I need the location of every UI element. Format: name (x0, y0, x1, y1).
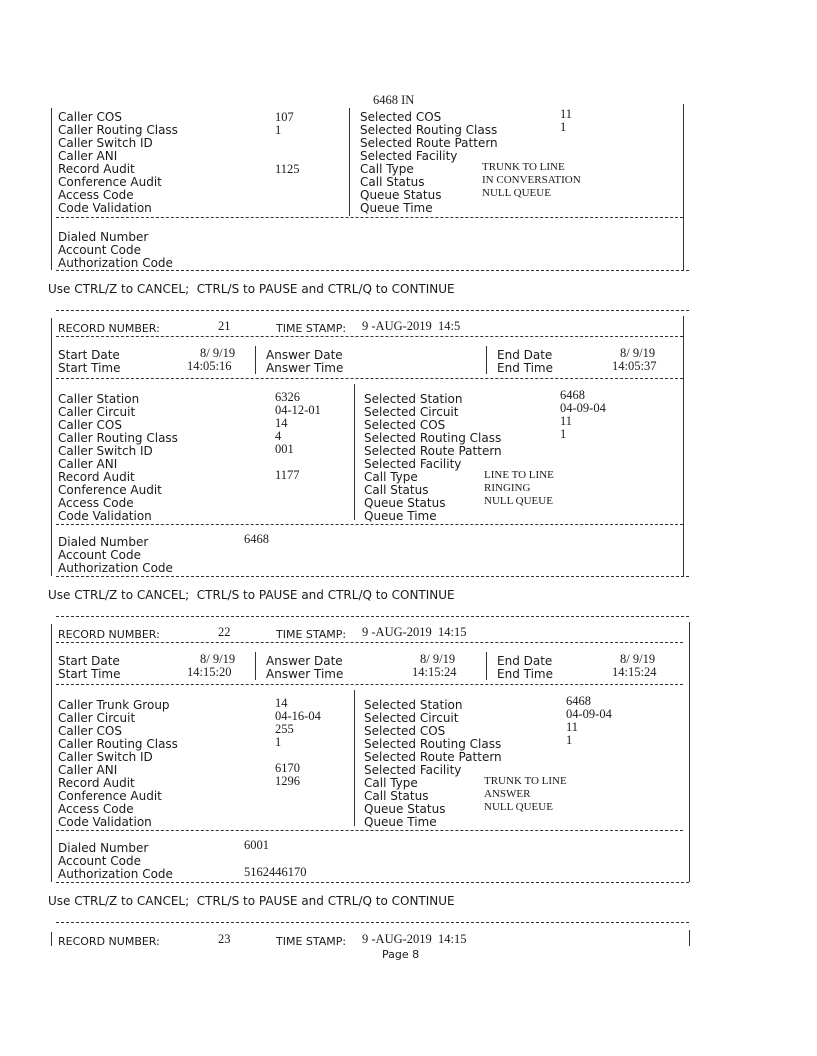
record21-answer-date-label: Answer Date (266, 348, 343, 362)
record22-caller-circuit-value: 04-16-04 (275, 709, 321, 723)
record23-top-border (56, 922, 689, 923)
prompt-text-2: Use CTRL/Z to CANCEL; CTRL/S to PAUSE and CTRL/Q to CONTINUE (48, 588, 455, 602)
record22-call-type-label: Call Type (364, 776, 418, 790)
record21-call-status-label: Call Status (364, 483, 429, 497)
record22-caller-ani-label: Caller ANI (58, 763, 118, 777)
record21-dialed-number-label: Dialed Number (58, 535, 149, 549)
record22-start-date-value: 8/ 9/19 (200, 652, 236, 666)
record21-top-border (56, 310, 689, 311)
record22-queue-status-value: NULL QUEUE (484, 801, 553, 813)
block0-caller-routing-label: Caller Routing Class (58, 123, 178, 137)
record22-end-date-value: 8/ 9/19 (620, 652, 656, 666)
record22-body-separator (56, 830, 683, 831)
record22-conference-audit-label: Conference Audit (58, 789, 162, 803)
record22-selected-cos-label: Selected COS (364, 724, 446, 738)
record21-record-audit-value: 1177 (275, 468, 300, 482)
record21-caller-switch-value: 001 (275, 442, 294, 456)
record21-date-divider-1 (255, 346, 256, 374)
block0-caller-switch-label: Caller Switch ID (58, 136, 153, 150)
record22-caller-routing-value: 1 (275, 735, 282, 749)
record23-record-label: RECORD NUMBER: (58, 935, 160, 948)
record21-record-label: RECORD NUMBER: (58, 322, 160, 335)
block0-bottom-border (56, 270, 689, 271)
record21-date-divider-2 (486, 346, 487, 374)
block0-caller-cos-label: Caller COS (58, 110, 122, 124)
prompt-text-1: Use CTRL/Z to CANCEL; CTRL/S to PAUSE and CTRL/Q to CONTINUE (48, 282, 455, 296)
block0-route-pattern-label: Selected Route Pattern (360, 136, 498, 150)
record21-bottom-border (56, 576, 689, 577)
record21-caller-switch-label: Caller Switch ID (58, 444, 153, 458)
record21-caller-circuit-label: Caller Circuit (58, 405, 136, 419)
block0-call-type-label: Call Type (360, 162, 414, 176)
record22-call-status-label: Call Status (364, 789, 429, 803)
record22-answer-time-label: Answer Time (266, 667, 344, 681)
record22-answer-date-value: 8/ 9/19 (420, 652, 456, 666)
record22-end-date-label: End Date (497, 654, 553, 668)
record21-caller-circuit-value: 04-12-01 (275, 403, 321, 417)
record21-answer-time-label: Answer Time (266, 361, 344, 375)
record21-caller-routing-label: Caller Routing Class (58, 431, 178, 445)
record21-conference-audit-label: Conference Audit (58, 483, 162, 497)
block0-selected-routing-label: Selected Routing Class (360, 123, 498, 137)
record22-authorization-code-label: Authorization Code (58, 867, 173, 881)
record21-start-date-label: Start Date (58, 348, 120, 362)
record22-route-pattern-label: Selected Route Pattern (364, 750, 502, 764)
block0-caller-ani-label: Caller ANI (58, 149, 118, 163)
block0-selected-cos-label: Selected COS (360, 110, 442, 124)
record21-selected-station-label: Selected Station (364, 392, 463, 406)
block0-caller-routing-value: 1 (275, 123, 282, 137)
block0-conference-audit-label: Conference Audit (58, 175, 162, 189)
record22-start-time-label: Start Time (58, 667, 121, 681)
block0-record-audit-label: Record Audit (58, 162, 135, 176)
block0-access-code-label: Access Code (58, 188, 134, 202)
page-number: Page 8 (382, 948, 420, 961)
block0-divider (349, 108, 350, 216)
record22-queue-status-label: Queue Status (364, 802, 446, 816)
record22-right-border (689, 622, 690, 882)
record22-call-status-value: ANSWER (484, 788, 531, 800)
block0-record-audit-value: 1125 (275, 162, 300, 176)
record21-date-separator (56, 378, 683, 379)
record22-dialed-number-value: 6001 (244, 838, 269, 852)
record21-facility-label: Selected Facility (364, 457, 462, 471)
record21-timestamp-value: 9 -AUG-2019 14:5 (362, 319, 461, 333)
block0-selected-cos-value: 11 (560, 107, 573, 121)
record22-start-time-value: 14:15:20 (187, 665, 232, 679)
record22-selected-circuit-label: Selected Circuit (364, 711, 459, 725)
record21-call-type-label: Call Type (364, 470, 418, 484)
record21-selected-circuit-label: Selected Circuit (364, 405, 459, 419)
record21-left-border (51, 318, 52, 576)
record22-code-validation-label: Code Validation (58, 815, 152, 829)
record21-selected-circuit-value: 04-09-04 (560, 401, 606, 415)
record21-caller-cos-value: 14 (275, 416, 288, 430)
record22-selected-station-label: Selected Station (364, 698, 463, 712)
record21-code-validation-label: Code Validation (58, 509, 152, 523)
block0-code-validation-label: Code Validation (58, 201, 152, 215)
record22-caller-circuit-label: Caller Circuit (58, 711, 136, 725)
record22-date-separator (56, 684, 683, 685)
record21-column-divider (354, 384, 355, 520)
record22-answer-date-label: Answer Date (266, 654, 343, 668)
record21-record-audit-label: Record Audit (58, 470, 135, 484)
record22-header-separator (56, 642, 683, 643)
record23-timestamp-value: 9 -AUG-2019 14:15 (362, 932, 467, 946)
record22-caller-ani-value: 6170 (275, 761, 300, 775)
record22-selected-routing-label: Selected Routing Class (364, 737, 502, 751)
record21-start-time-label: Start Time (58, 361, 121, 375)
block0-right-border (683, 104, 684, 270)
record21-selected-station-value: 6468 (560, 388, 585, 402)
record22-top-border (56, 616, 689, 617)
record23-left-border (51, 932, 52, 946)
record22-queue-time-label: Queue Time (364, 815, 437, 829)
record22-timestamp-value: 9 -AUG-2019 14:15 (362, 625, 467, 639)
record21-call-type-value: LINE TO LINE (484, 469, 554, 481)
block0-caller-cos-value: 107 (275, 110, 294, 124)
record22-caller-cos-value: 255 (275, 722, 294, 736)
record21-selected-routing-value: 1 (560, 427, 567, 441)
record21-caller-station-label: Caller Station (58, 392, 140, 406)
block0-queue-status-label: Queue Status (360, 188, 442, 202)
record21-caller-station-value: 6326 (275, 390, 300, 404)
record22-timestamp-label: TIME STAMP: (276, 628, 347, 641)
record22-selected-routing-value: 1 (566, 733, 573, 747)
record22-answer-time-value: 14:15:24 (412, 665, 457, 679)
record23-right-border (689, 930, 690, 946)
record21-start-time-value: 14:05:16 (187, 359, 232, 373)
record22-record-label: RECORD NUMBER: (58, 628, 160, 641)
record22-authorization-code-value: 5162446170 (244, 865, 307, 879)
block0-call-status-value: IN CONVERSATION (482, 174, 581, 186)
block0-left-border (51, 108, 52, 270)
record21-call-status-value: RINGING (484, 482, 531, 494)
record22-date-divider-1 (255, 652, 256, 680)
record21-start-date-value: 8/ 9/19 (200, 346, 236, 360)
record22-caller-routing-label: Caller Routing Class (58, 737, 178, 751)
block0-call-status-label: Call Status (360, 175, 425, 189)
block0-separator (56, 217, 683, 218)
record21-queue-time-label: Queue Time (364, 509, 437, 523)
record21-record-number: 21 (218, 319, 231, 333)
record22-record-number: 22 (218, 625, 231, 639)
record21-body-separator (56, 524, 683, 525)
record21-end-time-label: End Time (497, 361, 553, 375)
record22-selected-cos-value: 11 (566, 720, 579, 734)
record22-access-code-label: Access Code (58, 802, 134, 816)
record22-caller-switch-label: Caller Switch ID (58, 750, 153, 764)
record21-timestamp-label: TIME STAMP: (276, 322, 347, 335)
record22-start-date-label: Start Date (58, 654, 120, 668)
record21-end-time-value: 14:05:37 (612, 359, 657, 373)
record21-route-pattern-label: Selected Route Pattern (364, 444, 502, 458)
record22-record-audit-value: 1296 (275, 774, 300, 788)
record22-account-code-label: Account Code (58, 854, 141, 868)
block0-queue-status-value: NULL QUEUE (482, 187, 551, 199)
record21-right-border (683, 316, 684, 576)
block0-top-value: 6468 IN (373, 93, 415, 107)
record21-caller-routing-value: 4 (275, 429, 282, 443)
record21-access-code-label: Access Code (58, 496, 134, 510)
record22-record-audit-label: Record Audit (58, 776, 135, 790)
record22-end-time-value: 14:15:24 (612, 665, 657, 679)
record23-timestamp-label: TIME STAMP: (276, 935, 347, 948)
block0-authorization-code-label: Authorization Code (58, 256, 173, 270)
block0-queue-time-label: Queue Time (360, 201, 433, 215)
record22-selected-station-value: 6468 (566, 694, 591, 708)
block0-account-code-label: Account Code (58, 243, 141, 257)
record22-end-time-label: End Time (497, 667, 553, 681)
record22-column-divider (354, 690, 355, 826)
record22-date-divider-2 (486, 652, 487, 680)
record22-caller-trunk-value: 14 (275, 696, 288, 710)
record21-end-date-value: 8/ 9/19 (620, 346, 656, 360)
record22-left-border (51, 624, 52, 882)
record21-header-separator (56, 336, 683, 337)
record22-dialed-number-label: Dialed Number (58, 841, 149, 855)
record22-selected-circuit-value: 04-09-04 (566, 707, 612, 721)
record22-caller-cos-label: Caller COS (58, 724, 122, 738)
record21-queue-status-label: Queue Status (364, 496, 446, 510)
block0-dialed-number-label: Dialed Number (58, 230, 149, 244)
record21-selected-routing-label: Selected Routing Class (364, 431, 502, 445)
record23-record-number: 23 (218, 932, 231, 946)
record21-queue-status-value: NULL QUEUE (484, 495, 553, 507)
record21-caller-ani-label: Caller ANI (58, 457, 118, 471)
block0-call-type-value: TRUNK TO LINE (482, 161, 565, 173)
block0-selected-routing-value: 1 (560, 120, 567, 134)
record21-dialed-number-value: 6468 (244, 532, 269, 546)
record22-bottom-border (56, 882, 689, 883)
record21-account-code-label: Account Code (58, 548, 141, 562)
record21-selected-cos-label: Selected COS (364, 418, 446, 432)
block0-facility-label: Selected Facility (360, 149, 458, 163)
record21-end-date-label: End Date (497, 348, 553, 362)
prompt-text-3: Use CTRL/Z to CANCEL; CTRL/S to PAUSE and CTRL/Q to CONTINUE (48, 894, 455, 908)
record21-authorization-code-label: Authorization Code (58, 561, 173, 575)
record21-caller-cos-label: Caller COS (58, 418, 122, 432)
record21-selected-cos-value: 11 (560, 414, 573, 428)
record22-facility-label: Selected Facility (364, 763, 462, 777)
record22-call-type-value: TRUNK TO LINE (484, 775, 567, 787)
record22-caller-trunk-label: Caller Trunk Group (58, 698, 170, 712)
